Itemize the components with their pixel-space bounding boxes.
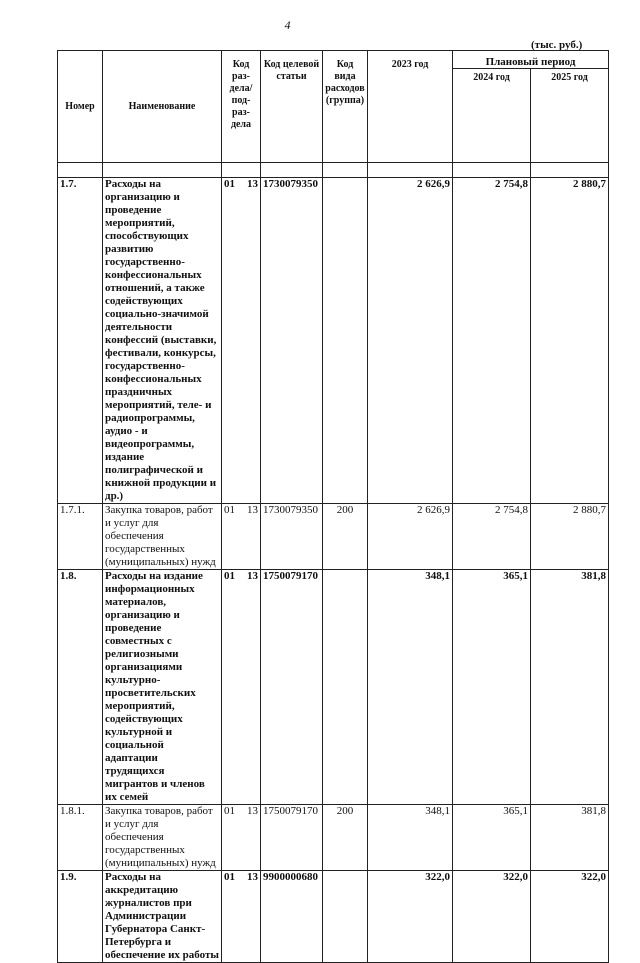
header-target-code: Код целевой статьи [261,51,323,163]
row-amount-2023: 2 626,9 [368,178,453,504]
table-row [58,871,609,963]
row-section-code: 01 13 [222,871,261,963]
row-amount-2024: 365,1 [453,570,531,805]
row-name: Расходы на аккредитацию журналистов при Администрации Губернатора Санкт-Петербурга и обеспечение их работы [103,871,222,963]
table-row [58,178,609,504]
row-number: 1.7.1. [58,504,103,570]
row-amount-2024: 2 754,8 [453,504,531,570]
header-plan-period: Плановый период [453,51,609,69]
spacer-row [58,163,609,178]
header-expense-type: Код вида расходов (группа) [323,51,368,163]
row-section-code: 01 13 [222,570,261,805]
header-number: Номер [58,51,103,163]
row-target-code: 9900000680 [261,871,323,963]
row-target-code: 1730079350 [261,178,323,504]
row-amount-2025: 381,8 [531,570,609,805]
row-name: Расходы на организацию и проведение мероприятий, способствующих развитию государственно-конфессиональных отношений, а также содействующих социально-значимой деятельности конфессий (выставки, фестивали, конкурсы, государственно-конфессиональных праздничных мероприятий, теле- и радиопрограммы, аудио - и видеопрограммы, издание полиграфической и книжной продукции и др.) [103,178,222,504]
row-section-code: 01 13 [222,805,261,871]
row-section-code: 01 13 [222,178,261,504]
row-number: 1.9. [58,871,103,963]
row-amount-2023: 322,0 [368,871,453,963]
table-row [58,805,609,871]
row-amount-2025: 381,8 [531,805,609,871]
row-target-code: 1750079170 [261,805,323,871]
header-section-code: Код раз-дела/ под-раз-дела [222,51,261,163]
row-name: Закупка товаров, работ и услуг для обеспечения государственных (муниципальных) нужд [103,805,222,871]
row-amount-2023: 348,1 [368,570,453,805]
row-number: 1.8. [58,570,103,805]
table-row [58,570,609,805]
row-name: Расходы на издание информационных материалов, организацию и проведение совместных с религиозными организациями культурно-просветительских мероприятий, содействующих культурной и социальной адаптации трудящихся мигрантов и членов их семей [103,570,222,805]
row-amount-2025: 322,0 [531,871,609,963]
row-section-code: 01 13 [222,504,261,570]
row-amount-2023: 2 626,9 [368,504,453,570]
row-amount-2024: 322,0 [453,871,531,963]
row-expense-type [323,570,368,805]
row-number: 1.7. [58,178,103,504]
row-number: 1.8.1. [58,805,103,871]
header-name: Наименование [103,51,222,163]
row-amount-2023: 348,1 [368,805,453,871]
row-expense-type [323,871,368,963]
header-row [58,51,609,69]
budget-table [57,50,609,963]
row-amount-2025: 2 880,7 [531,504,609,570]
row-target-code: 1730079350 [261,504,323,570]
row-expense-type: 200 [323,504,368,570]
row-target-code: 1750079170 [261,570,323,805]
row-name: Закупка товаров, работ и услуг для обеспечения государственных (муниципальных) нужд [103,504,222,570]
page-number: 4 [284,18,291,32]
row-amount-2024: 365,1 [453,805,531,871]
row-amount-2024: 2 754,8 [453,178,531,504]
header-year-2023: 2023 год [368,51,453,163]
header-year-2024: 2024 год [453,69,531,163]
units-label: (тыс. руб.) [531,39,583,51]
header-year-2025: 2025 год [531,69,609,163]
row-expense-type [323,178,368,504]
table-row [58,504,609,570]
row-expense-type: 200 [323,805,368,871]
row-amount-2025: 2 880,7 [531,178,609,504]
